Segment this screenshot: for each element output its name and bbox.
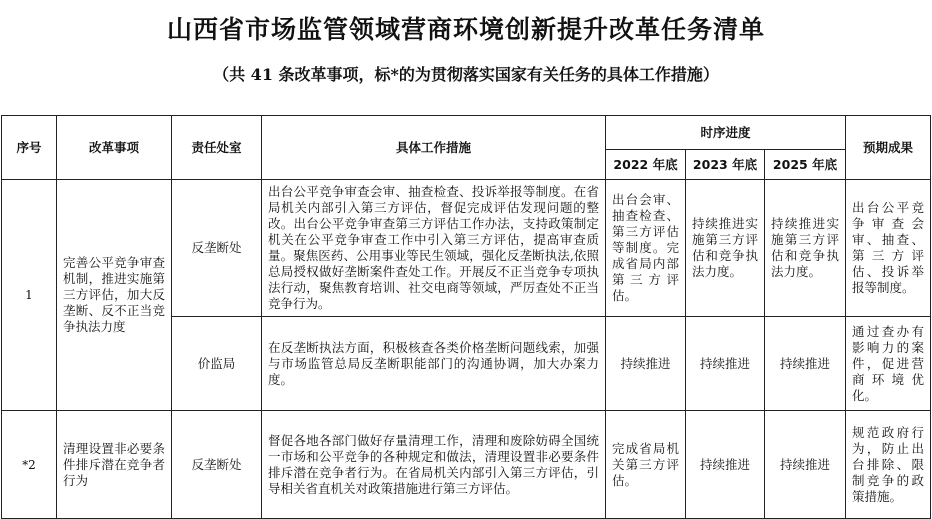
- header-progress: 时序进度: [606, 116, 846, 150]
- row-2025: 持续推进: [765, 411, 846, 519]
- header-seq: 序号: [2, 116, 57, 180]
- header-outcome: 预期成果: [846, 116, 931, 180]
- row-outcome: 出台公平竞争审查会审、抽查、第三方评估、投诉举报等制度。: [846, 180, 931, 317]
- document-title: 山西省市场监管领域营商环境创新提升改革任务清单: [166, 15, 765, 44]
- task-table: [1, 115, 931, 519]
- row-measures: 督促各地各部门做好存量清理工作，清理和废除妨碍全国统一市场和公平竞争的各种规定和做法，清理设置非必要条件排斥潜在竞争者行为。在省局机关内部引入第三方评估，引导相关省直机关对政策措施进行第三方评估。: [262, 411, 606, 519]
- row-measures: 在反垄断执法方面，积极核查各类价格垄断问题线索，加强与市场监管总局反垄断职能部门的沟通协调，加大办案力度。: [262, 317, 606, 411]
- header-2025: 2025 年底: [765, 150, 846, 180]
- document-subtitle: （共 41 条改革事项，标*的为贯彻落实国家有关任务的具体工作措施）: [213, 65, 719, 84]
- row-outcome: 通过查办有影响力的案件，促进营商环境优化。: [846, 317, 931, 411]
- row-item: 清理设置非必要条件排斥潜在竞争者行为: [57, 411, 172, 519]
- header-2022: 2022 年底: [606, 150, 686, 180]
- table-row: [2, 180, 931, 317]
- row-2022: 持续推进: [606, 317, 686, 411]
- row-item: 完善公平竞争审查机制，推进实施第三方评估，加大反垄断、反不正当竞争执法力度: [57, 180, 172, 411]
- row-2025: 持续推进: [765, 317, 846, 411]
- header-measures: 具体工作措施: [262, 116, 606, 180]
- row-seq: *2: [2, 411, 57, 519]
- row-2023: 持续推进实施第三方评估和竞争执法力度。: [686, 180, 765, 317]
- row-2025: 持续推进实施第三方评估和竞争执法力度。: [765, 180, 846, 317]
- row-2023: 持续推进: [686, 317, 765, 411]
- row-dept: 反垄断处: [172, 411, 262, 519]
- table-row: [2, 411, 931, 519]
- row-measures: 出台公平竞争审查会审、抽查检查、投诉举报等制度。在省局机关内部引入第三方评估，督促完成评估发现问题的整改。出台公平竞争审查第三方评估工作办法，支持政策制定机关在公平竞争审查工作中引入第三方评估，提高审查质量。聚焦医药、公用事业等民生领域，强化反垄断执法,依照总局授权做好垄断案件查处工作。开展反不正当竞争专项执法行动，聚焦教育培训、社交电商等领域，严厉查处不正当竞争行为。: [262, 180, 606, 317]
- row-2022: 完成省局机关第三方评估。: [606, 411, 686, 519]
- row-dept: 反垄断处: [172, 180, 262, 317]
- row-seq: 1: [2, 180, 57, 411]
- header-item: 改革事项: [57, 116, 172, 180]
- row-outcome: 规范政府行为，防止出台排除、限制竞争的政策措施。: [846, 411, 931, 519]
- header-2023: 2023 年底: [686, 150, 765, 180]
- row-2022: 出台会审、抽查检查、第三方评估等制度。完成省局内部第三方评估。: [606, 180, 686, 317]
- row-2023: 持续推进: [686, 411, 765, 519]
- header-dept: 责任处室: [172, 116, 262, 180]
- row-dept: 价监局: [172, 317, 262, 411]
